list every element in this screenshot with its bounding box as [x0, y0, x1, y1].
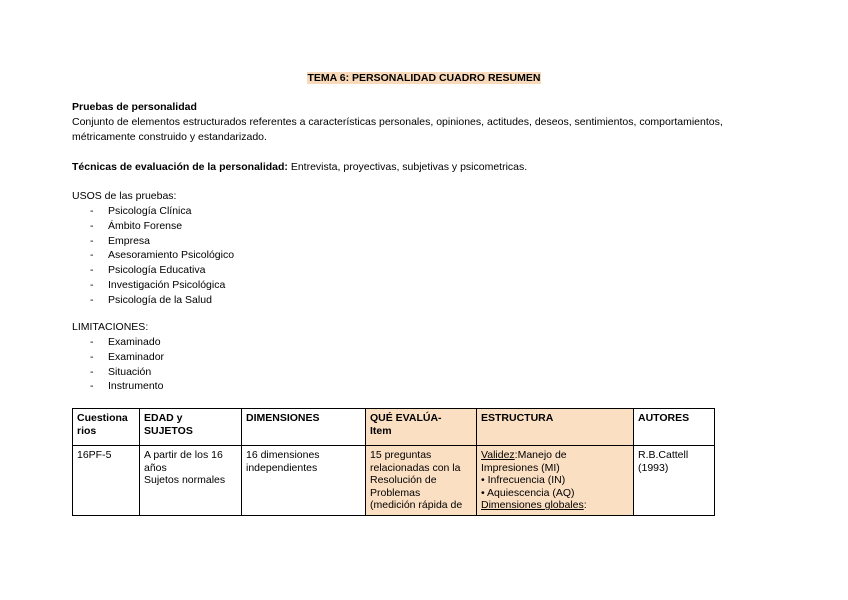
- list-item: - Psicología Educativa: [72, 263, 772, 278]
- limitaciones-list: [72, 335, 772, 394]
- usos-heading: USOS de las pruebas:: [72, 190, 177, 202]
- validez-text: :Manejo de: [514, 449, 567, 461]
- cell-dimensiones-line1: 16 dimensiones: [246, 449, 320, 461]
- header-estructura-label: ESTRUCTURA: [481, 412, 554, 424]
- list-item: - Examinado: [72, 335, 772, 350]
- header-autores-label: AUTORES: [638, 412, 690, 424]
- usos-section: [72, 189, 772, 308]
- cell-que-evalua-line3: Resolución de: [370, 474, 437, 487]
- usos-list: [72, 204, 772, 308]
- cell-autores: [634, 446, 715, 516]
- pruebas-definition-line2: métricamente construido y estandarizado.: [72, 131, 267, 143]
- cell-autores-line1: R.B.Cattell: [638, 449, 689, 461]
- list-item: - Empresa: [72, 234, 772, 249]
- tecnicas-label: Técnicas de evaluación de la personalidad:: [72, 161, 288, 173]
- cell-que-evalua-line5: (medición rápida de: [370, 499, 463, 512]
- list-item: - Examinador: [72, 350, 772, 365]
- cell-dimensiones-line2: independientes: [246, 461, 318, 474]
- page-title: TEMA 6: PERSONALIDAD CUADRO RESUMEN: [307, 72, 541, 84]
- cell-edad-line1: A partir de los 16: [144, 449, 223, 461]
- header-que-evalua-line1: QUÉ EVALÚA-: [370, 412, 442, 424]
- cell-que-evalua-line1: 15 preguntas: [370, 449, 432, 461]
- estructura-line3: • Infrecuencia (IN): [481, 474, 566, 487]
- validez-label: Validez: [481, 449, 515, 461]
- header-edad-line2: SUJETOS: [144, 424, 193, 437]
- summary-table: [72, 408, 715, 516]
- cell-cuestionario: [73, 446, 140, 516]
- limitaciones-heading: LIMITACIONES:: [72, 321, 149, 333]
- table-row: [73, 446, 715, 516]
- header-dimensiones-label: DIMENSIONES: [246, 412, 320, 424]
- cell-autores-line2: (1993): [638, 461, 669, 474]
- header-edad: [140, 409, 242, 446]
- list-item: - Asesoramiento Psicológico: [72, 248, 772, 263]
- list-item: - Situación: [72, 365, 772, 380]
- cell-que-evalua-line2: relacionadas con la: [370, 461, 461, 474]
- cell-cuestionario-text: 16PF-5: [77, 449, 112, 461]
- list-item: - Psicología de la Salud: [72, 293, 772, 308]
- header-que-evalua-line2: Item: [370, 424, 392, 437]
- cell-edad-line2: años: [144, 461, 167, 474]
- cell-dimensiones: [242, 446, 366, 516]
- estructura-line2: Impresiones (MI): [481, 461, 560, 474]
- cell-que-evalua: [366, 446, 477, 516]
- tecnicas-text: Entrevista, proyectivas, subjetivas y psicometricas.: [287, 161, 528, 173]
- table-header-row: [73, 409, 715, 446]
- header-cuestionarios: [73, 409, 140, 446]
- header-cuestionarios-line2: rios: [77, 424, 97, 437]
- list-item: - Psicología Clínica: [72, 204, 772, 219]
- cell-estructura: [477, 446, 634, 516]
- list-item: - Investigación Psicológica: [72, 278, 772, 293]
- pruebas-heading: Pruebas de personalidad: [72, 101, 197, 113]
- pruebas-definition-line1: Conjunto de elementos estructurados referentes a características personales, opiniones, actitudes, deseos, sentimientos, comportamientos,: [72, 116, 723, 128]
- limitaciones-section: [72, 320, 772, 394]
- header-que-evalua: [366, 409, 477, 446]
- cell-que-evalua-line4: Problemas: [370, 486, 421, 499]
- cell-edad: [140, 446, 242, 516]
- cell-edad-line3: Sujetos normales: [144, 474, 226, 487]
- header-autores: [634, 409, 715, 446]
- header-cuestionarios-line1: Cuestiona: [77, 412, 128, 424]
- list-item: - Ámbito Forense: [72, 219, 772, 234]
- page-title-wrapper: [0, 72, 848, 84]
- pruebas-section: [72, 100, 772, 145]
- tecnicas-section: [72, 160, 772, 175]
- header-dimensiones: [242, 409, 366, 446]
- list-item: - Instrumento: [72, 379, 772, 394]
- estructura-line5: Dimensiones globales: [481, 499, 584, 512]
- estructura-line4: • Aquiescencia (AQ): [481, 486, 575, 499]
- estructura-line5-suffix: :: [583, 499, 587, 512]
- header-estructura: [477, 409, 634, 446]
- header-edad-line1: EDAD y: [144, 412, 183, 424]
